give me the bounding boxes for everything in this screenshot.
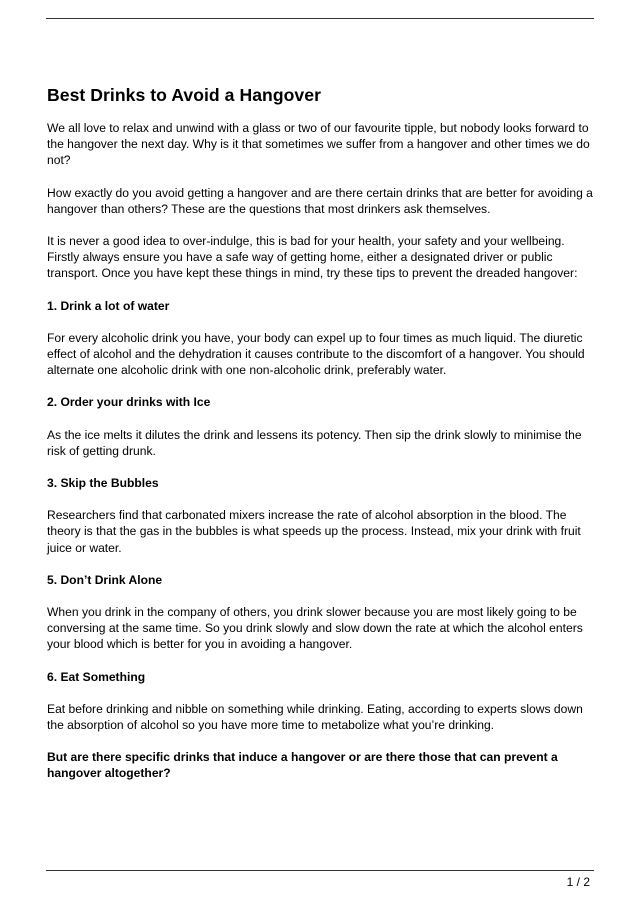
document-body: [47, 84, 595, 798]
section-body: Researchers find that carbonated mixers increase the rate of alcohol absorption in the blood. The theory is that the gas in the bubbles is what speeds up the process. Instead, mix your drink with fruit juice or water.: [47, 508, 581, 555]
section-body: Eat before drinking and nibble on something while drinking. Eating, according to experts slows down the absorption of alcohol so you have more time to metabolize what you’re drinking.: [47, 701, 583, 733]
intro-paragraph: It is never a good idea to over-indulge, this is bad for your health, your safety and your wellbeing. Firstly always ensure you have a safe way of getting home, either a designated driver or public transport. Once you have kept these things in mind, try these tips to prevent the dreaded hangover:: [47, 234, 578, 281]
section-heading: 5. Don’t Drink Alone: [47, 572, 163, 587]
section-heading: 2. Order your drinks with Ice: [47, 395, 211, 410]
document-title: Best Drinks to Avoid a Hangover: [47, 85, 321, 105]
section-heading: 6. Eat Something: [47, 669, 146, 684]
section-heading: 1. Drink a lot of water: [47, 298, 170, 313]
page-number: 1 / 2: [566, 875, 590, 889]
section-body: For every alcoholic drink you have, your body can expel up to four times as much liquid. The diuretic effect of alcohol and the dehydration it causes contribute to the discomfort of a hangover. You should alternate one alcoholic drink with one non-alcoholic drink, preferably water.: [47, 330, 585, 378]
header-rule: [46, 18, 594, 19]
section-body: As the ice melts it dilutes the drink and lessens its potency. Then sip the drink slowly to minimise the risk of getting drunk.: [47, 427, 582, 458]
closing-question: But are there specific drinks that induce a hangover or are there those that can prevent a hangover altogether?: [47, 750, 558, 781]
section-body: When you drink in the company of others, you drink slower because you are most likely going to be conversing at the same time. So you drink slowly and slow down the rate at which the alcohol enters your blood which is better for you in avoiding a hangover.: [47, 605, 583, 652]
footer-rule: [46, 870, 594, 871]
intro-paragraph: How exactly do you avoid getting a hangover and are there certain drinks that are better for avoiding a hangover than others? These are the questions that most drinkers ask themselves.: [47, 185, 593, 216]
intro-paragraph: We all love to relax and unwind with a glass or two of our favourite tipple, but nobody looks forward to the hangover the next day. Why is it that sometimes we suffer from a hangover and other times we do not?: [47, 121, 590, 168]
section-heading: 3. Skip the Bubbles: [47, 476, 159, 491]
